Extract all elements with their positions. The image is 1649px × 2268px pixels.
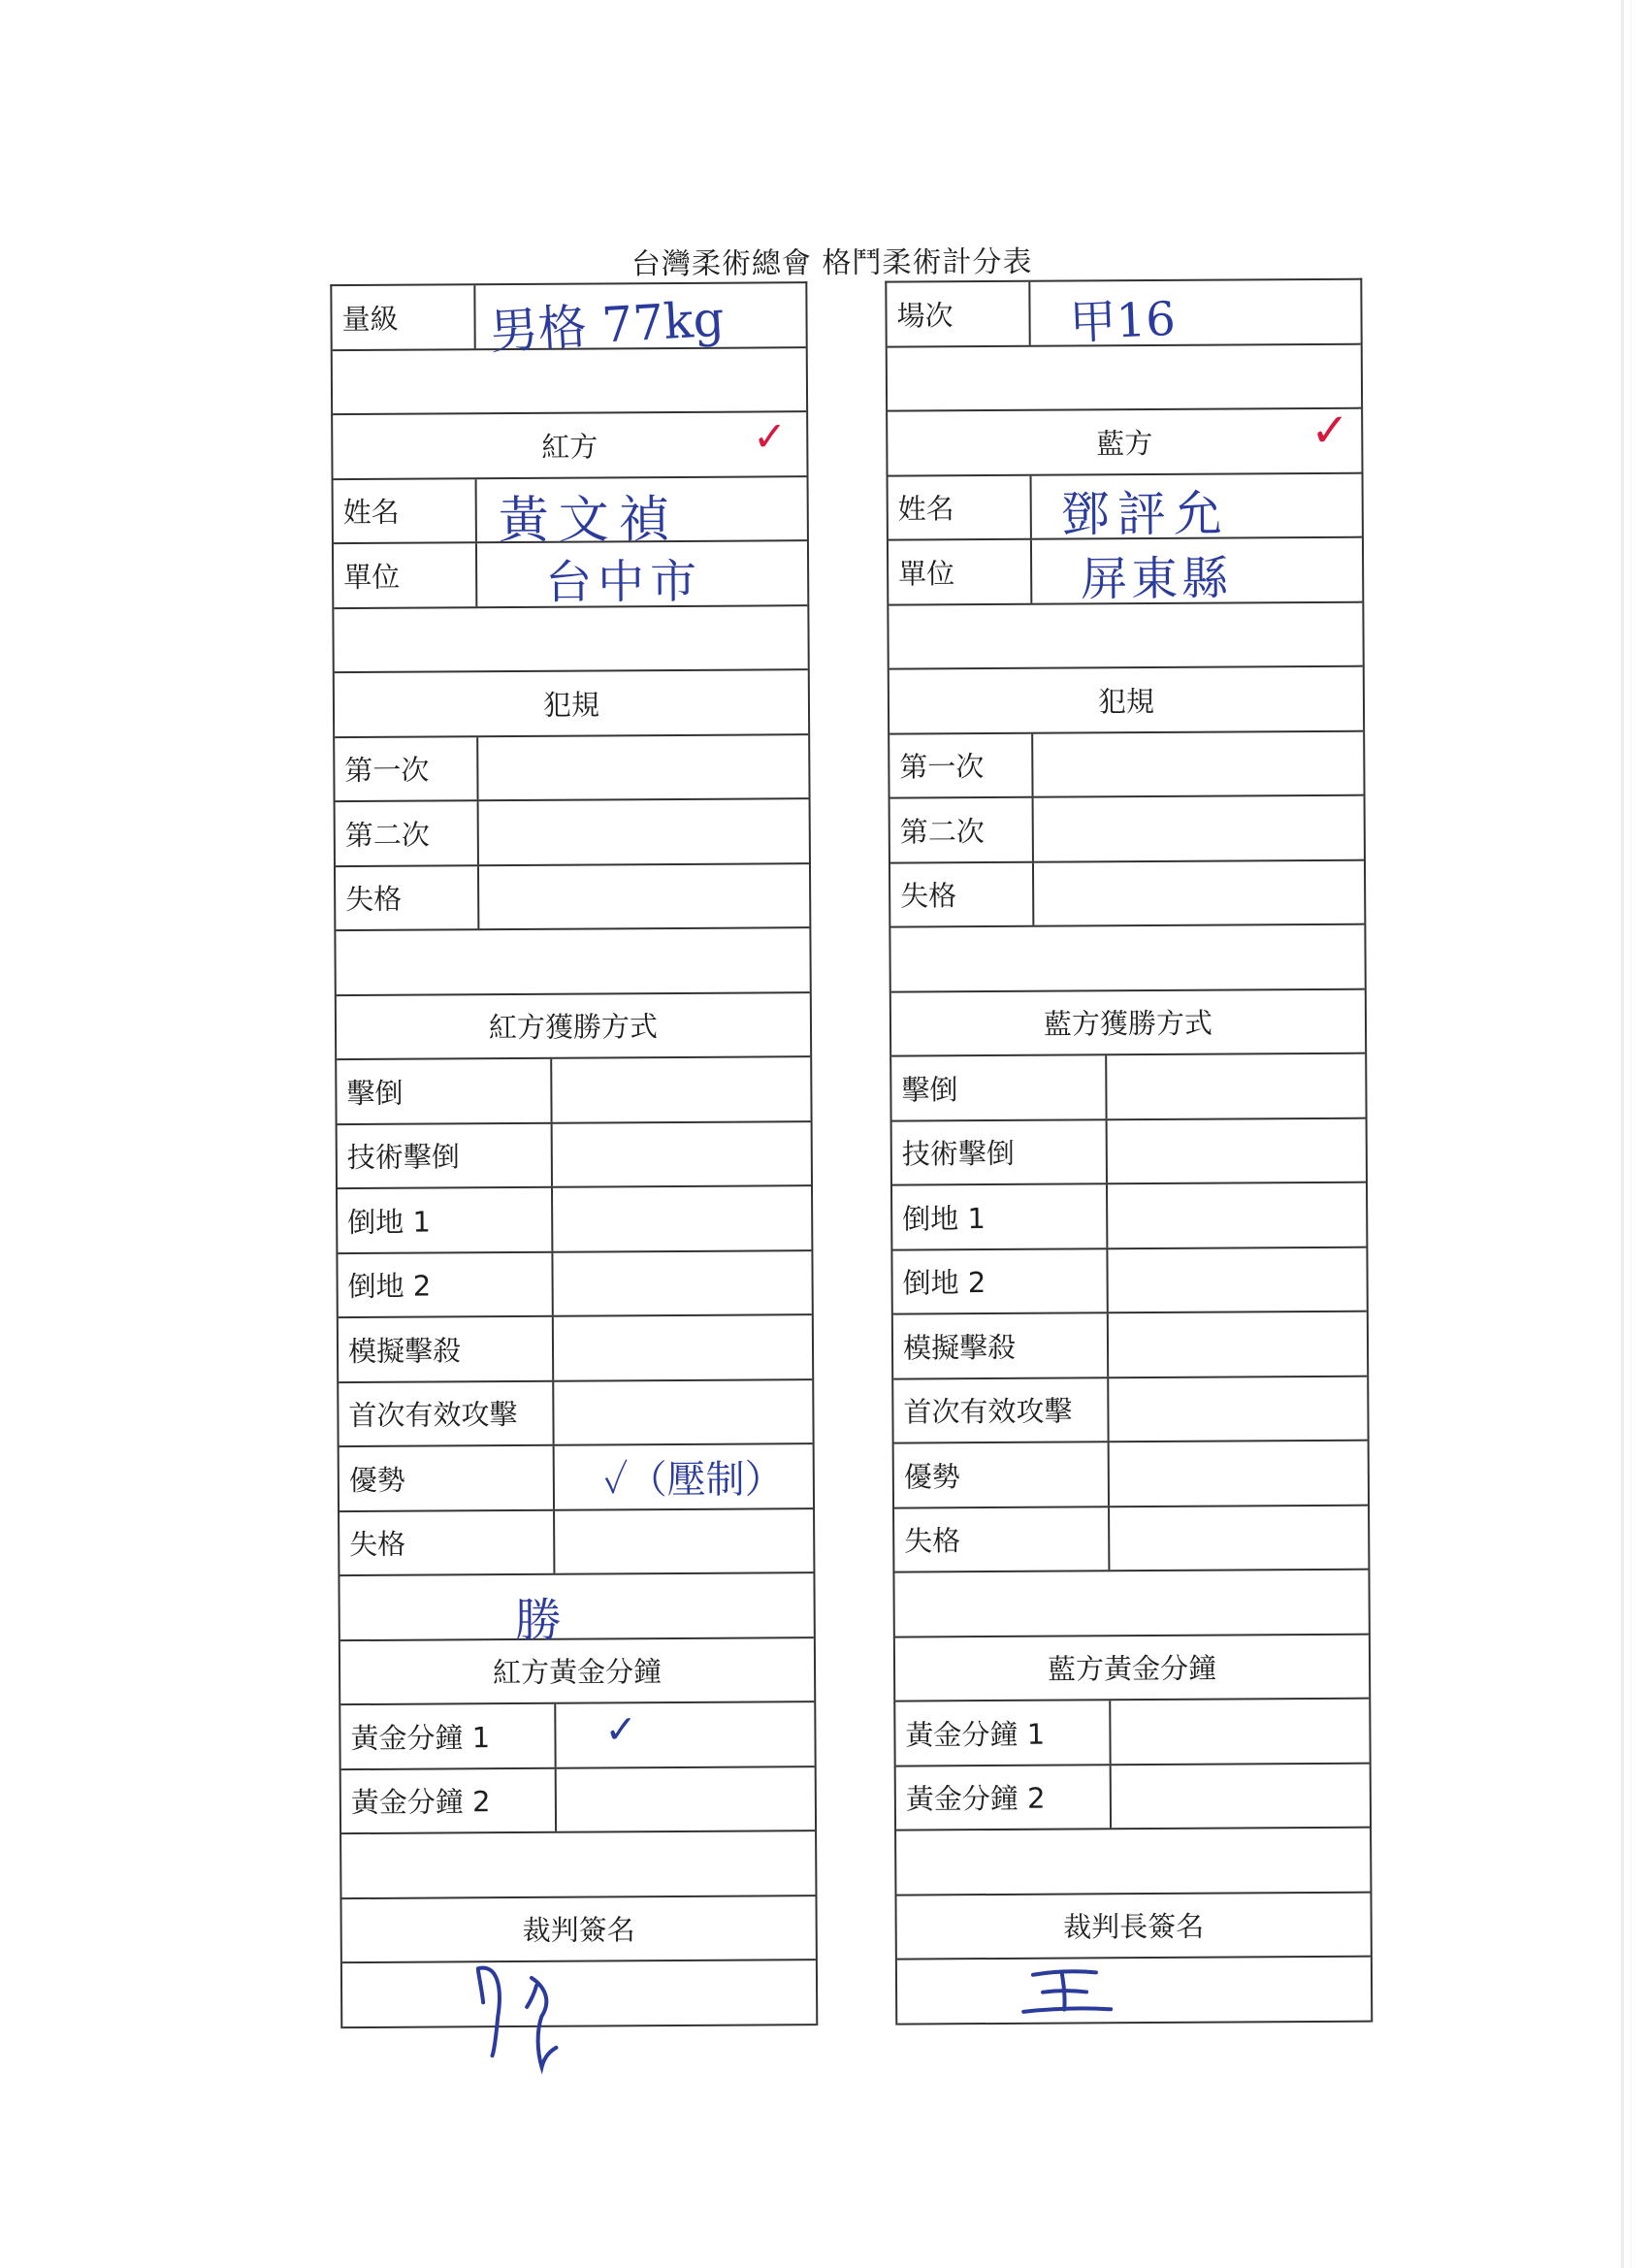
red-golden-header: 紅方黃金分鐘 (340, 1638, 814, 1705)
scan-edge (1621, 0, 1624, 2268)
blue-name-field[interactable] (1032, 473, 1362, 543)
red-unit-field[interactable] (477, 541, 807, 610)
blue-foul-label: 第二次 (890, 798, 1034, 861)
referee-sign-field[interactable] (342, 1960, 816, 2027)
red-win-row (338, 1122, 811, 1189)
blue-foul-field[interactable] (1034, 796, 1364, 861)
red-win-field[interactable] (553, 1186, 811, 1250)
blue-win-label: 倒地 2 (892, 1249, 1108, 1313)
blue-win-label: 優勢 (894, 1442, 1110, 1507)
red-win-field[interactable] (554, 1380, 812, 1444)
blue-unit-label: 單位 (889, 540, 1032, 603)
red-golden-label: 黃金分鐘 2 (341, 1768, 557, 1832)
red-win-row (338, 1186, 811, 1253)
red-name-label: 姓名 (334, 479, 477, 542)
red-win-row (339, 1380, 812, 1447)
red-golden-field[interactable] (557, 1767, 815, 1831)
blank-row (333, 348, 806, 415)
blue-golden-field[interactable] (1111, 1700, 1369, 1764)
red-win-label: 擊倒 (337, 1059, 552, 1123)
blue-win-row (893, 1377, 1367, 1443)
referee-signature (459, 1959, 596, 2076)
bout-row (887, 280, 1360, 351)
red-foul-field[interactable] (479, 864, 809, 929)
red-golden-field[interactable] (556, 1702, 814, 1766)
blue-win-field[interactable] (1108, 1183, 1366, 1247)
red-win-field[interactable] (555, 1444, 813, 1508)
blank-row (336, 928, 809, 995)
blue-golden-row (895, 1700, 1369, 1766)
red-win-field[interactable] (553, 1122, 811, 1186)
blue-fouls-header: 犯規 (889, 667, 1363, 734)
red-golden-label: 黃金分鐘 1 (340, 1704, 556, 1768)
chief-referee-sign-field[interactable] (897, 1958, 1371, 2025)
weight-value: 男格 77kg (488, 290, 727, 361)
blue-win-field[interactable] (1108, 1247, 1366, 1312)
red-win-label: 失格 (340, 1510, 555, 1574)
blank-row (888, 344, 1361, 411)
red-win-field[interactable] (553, 1251, 811, 1315)
red-win-header: 紅方獲勝方式 (337, 993, 810, 1060)
blue-win-label: 擊倒 (891, 1055, 1107, 1119)
blue-golden-label: 黃金分鐘 1 (895, 1701, 1111, 1765)
red-column (330, 281, 818, 2027)
blank-row (889, 602, 1362, 669)
blue-win-field[interactable] (1107, 1054, 1365, 1118)
blank-row (890, 925, 1364, 992)
blue-foul-field[interactable] (1034, 860, 1364, 925)
blue-golden-header: 藍方黃金分鐘 (895, 1635, 1369, 1701)
blue-win-row (893, 1312, 1367, 1379)
blue-win-header: 藍方獲勝方式 (891, 989, 1365, 1056)
red-win-label: 模擬擊殺 (339, 1317, 554, 1381)
red-advantage-mark: ✓（壓制） (602, 1457, 784, 1504)
blank-row (894, 1571, 1368, 1637)
blue-win-field[interactable] (1110, 1442, 1368, 1506)
blue-win-label: 技術擊倒 (892, 1120, 1108, 1184)
red-foul-row (336, 799, 809, 866)
blue-foul-label: 第一次 (889, 733, 1033, 796)
red-win-row (339, 1315, 812, 1382)
red-result-note: 勝 (514, 1593, 562, 1649)
red-foul-label: 第一次 (335, 737, 478, 800)
red-win-field[interactable] (555, 1509, 813, 1573)
red-win-label: 技術擊倒 (338, 1123, 553, 1187)
blue-win-field[interactable] (1110, 1506, 1368, 1570)
red-foul-row (336, 864, 809, 931)
red-fouls-header: 犯規 (335, 670, 808, 737)
red-win-field[interactable] (554, 1315, 812, 1379)
blue-side-row (888, 403, 1361, 476)
chief-referee-sign-header: 裁判長簽名 (896, 1893, 1370, 1960)
blue-unit-row (889, 538, 1362, 605)
blue-win-row (894, 1442, 1368, 1508)
red-foul-label: 失格 (336, 866, 479, 929)
red-unit-value: 台中市 (545, 554, 703, 610)
blue-win-field[interactable] (1108, 1118, 1366, 1183)
blue-unit-value: 屏東縣 (1081, 551, 1233, 607)
blue-name-row (889, 473, 1362, 543)
blue-golden-label: 黃金分鐘 2 (896, 1766, 1112, 1830)
blank-row (341, 1831, 815, 1898)
blue-golden-field[interactable] (1112, 1764, 1370, 1828)
red-name-field[interactable] (477, 477, 807, 550)
red-win-row (337, 1057, 810, 1124)
scan-edge-faint (1631, 0, 1632, 2268)
red-win-label: 首次有效攻擊 (339, 1381, 554, 1445)
red-win-label: 倒地 2 (338, 1252, 553, 1316)
form-title: 台灣柔術總會 格鬥柔術計分表 (630, 244, 1033, 282)
blue-win-field[interactable] (1109, 1377, 1367, 1441)
red-win-label: 優勢 (340, 1446, 555, 1510)
blue-win-row (892, 1183, 1366, 1250)
blue-win-label: 模擬擊殺 (893, 1313, 1109, 1377)
blue-name-label: 姓名 (889, 475, 1032, 538)
weight-label: 量級 (332, 285, 475, 348)
blank-row (896, 1829, 1370, 1895)
bout-value: 甲16 (1068, 291, 1177, 351)
red-foul-field[interactable] (478, 735, 808, 800)
blue-side-check: ✓ (1310, 403, 1350, 458)
blue-win-row (892, 1247, 1366, 1314)
red-name-value: 黃文禎 (498, 490, 680, 550)
red-name-row (334, 477, 807, 550)
weight-field[interactable] (475, 283, 805, 361)
red-golden-row (341, 1767, 815, 1834)
red-result-row (340, 1573, 813, 1649)
red-side-row (333, 412, 806, 479)
red-unit-row (334, 541, 807, 608)
blue-foul-label: 失格 (890, 862, 1034, 925)
blue-foul-row (889, 731, 1363, 798)
chief-referee-signature (1014, 1962, 1120, 2022)
red-win-field[interactable] (552, 1057, 810, 1121)
blue-side-label: 藍方 (1096, 426, 1153, 461)
blue-name-value: 鄧評允 (1060, 484, 1230, 543)
red-golden-check: ✓ (604, 1707, 638, 1753)
blue-foul-field[interactable] (1033, 731, 1363, 796)
blue-golden-row (896, 1764, 1370, 1831)
red-foul-field[interactable] (479, 799, 809, 864)
red-side-label: 紅方 (541, 430, 598, 464)
red-foul-row (335, 735, 808, 802)
blue-win-label: 失格 (894, 1507, 1110, 1571)
bout-field[interactable] (1030, 280, 1360, 351)
blue-win-row (894, 1506, 1368, 1572)
red-side-check: ✓ (752, 412, 788, 461)
blue-win-label: 倒地 1 (892, 1184, 1108, 1248)
blue-win-row (892, 1118, 1366, 1185)
red-win-label: 倒地 1 (338, 1188, 553, 1252)
score-sheet (301, 230, 1374, 2041)
blue-foul-row (890, 860, 1364, 927)
weight-row (332, 283, 805, 361)
red-unit-label: 單位 (334, 543, 477, 606)
red-golden-row (340, 1702, 814, 1769)
blue-column (885, 278, 1373, 2025)
blank-row (334, 606, 807, 673)
red-foul-label: 第二次 (336, 801, 479, 864)
blue-win-field[interactable] (1109, 1312, 1367, 1377)
blue-unit-field[interactable] (1032, 538, 1362, 607)
red-win-row (340, 1509, 813, 1576)
bout-label: 場次 (887, 282, 1030, 345)
referee-sign-header: 裁判簽名 (341, 1896, 815, 1963)
blue-win-row (891, 1054, 1365, 1121)
blue-foul-row (890, 796, 1364, 863)
red-win-row (340, 1444, 813, 1511)
blue-win-label: 首次有效攻擊 (893, 1378, 1109, 1442)
red-win-row (338, 1251, 811, 1318)
